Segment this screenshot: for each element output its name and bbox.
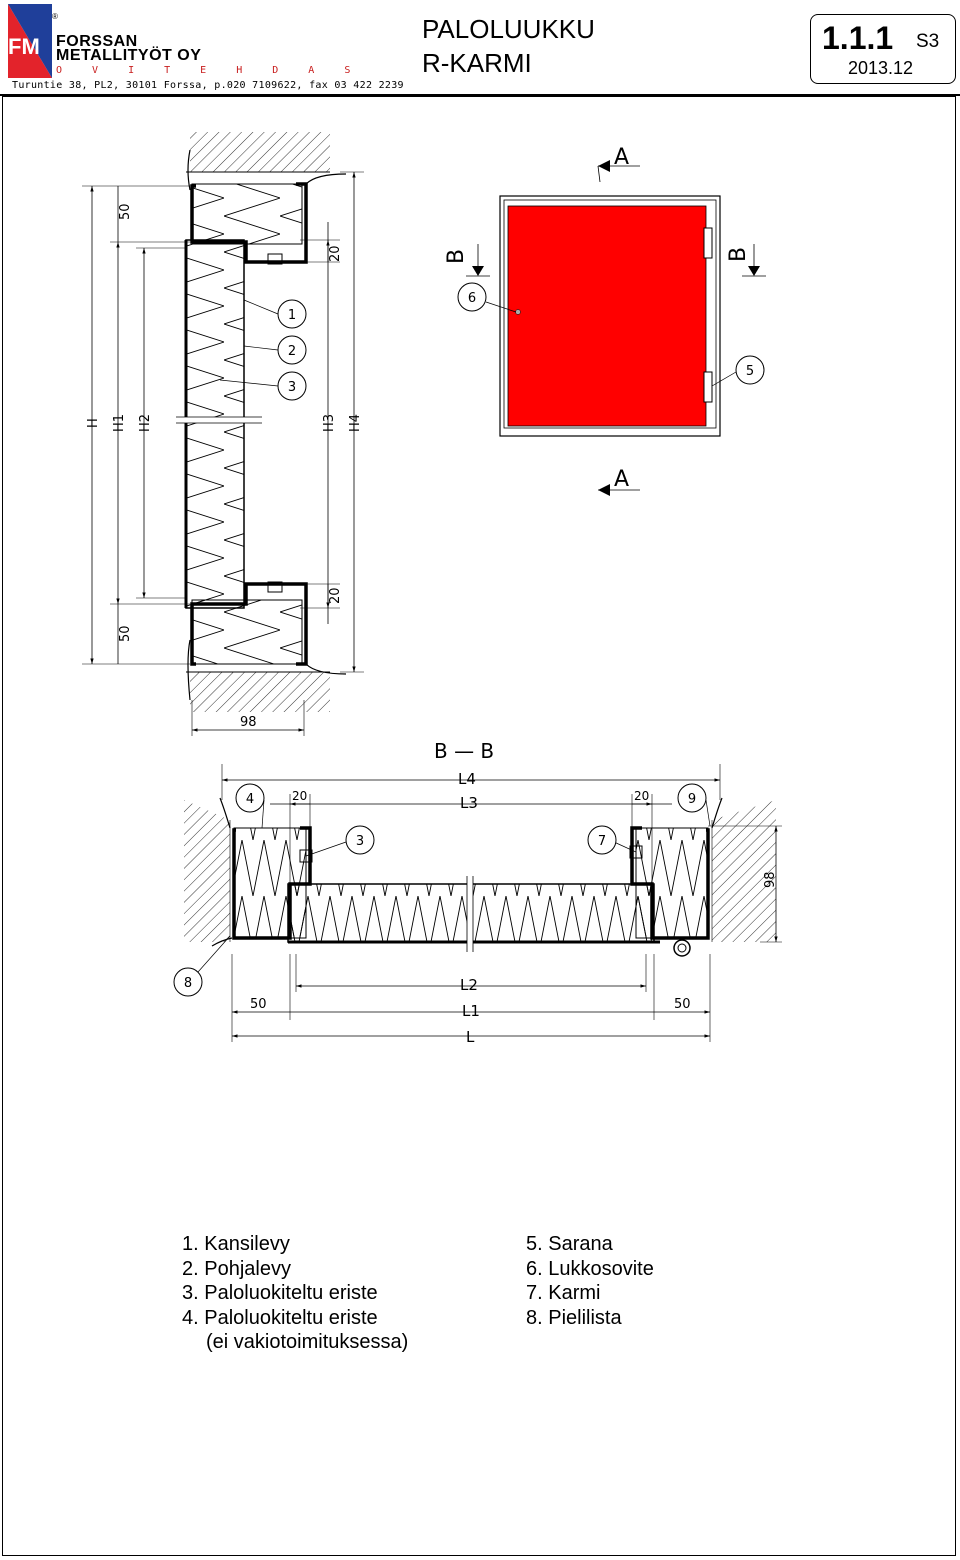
- callout-9: [678, 784, 706, 812]
- section-aa-view: [82, 132, 364, 736]
- callout-1: [278, 300, 306, 328]
- dim-H2: H2: [138, 413, 153, 432]
- title-line1: PALOLUUKKU: [422, 14, 595, 44]
- dim-L4: L4: [458, 770, 476, 788]
- dim-L: L: [466, 1028, 475, 1046]
- legend-item-4-note: (ei vakiotoimituksessa): [206, 1331, 409, 1353]
- legend-item-6: 6. Lukkosovite: [526, 1257, 654, 1280]
- dim-H1: H1: [112, 413, 127, 432]
- document-date: 2013.12: [848, 58, 914, 78]
- callout-4: [236, 784, 264, 812]
- top-frame-insulation: [192, 184, 302, 244]
- svg-text:3: 3: [287, 380, 297, 395]
- document-sheet: S3: [916, 31, 940, 52]
- svg-text:5: 5: [745, 364, 755, 379]
- lock-point: [516, 310, 521, 315]
- section-marker-a-bottom: A: [614, 467, 630, 492]
- dim-left-50: 50: [250, 997, 267, 1012]
- dim-H4: H4: [348, 413, 363, 432]
- dim-left-20: 20: [292, 789, 308, 803]
- dim-width-98: 98: [240, 715, 257, 730]
- company-name-line1: FORSSAN: [56, 33, 138, 50]
- svg-text:4: 4: [245, 792, 255, 807]
- legend-item-3: 3. Paloluokiteltu eriste: [182, 1282, 378, 1304]
- hinge-bottom: [704, 372, 712, 402]
- wall-top-hatch: [190, 132, 330, 172]
- callout-2: [278, 336, 306, 364]
- svg-text:6: 6: [467, 291, 477, 306]
- svg-text:1: 1: [287, 308, 297, 323]
- dim-L3: L3: [460, 794, 478, 812]
- legend-item-1: 1. Kansilevy: [182, 1233, 290, 1255]
- legend-item-2: 2. Pohjalevy: [182, 1257, 291, 1280]
- legend-item-5: 5. Sarana: [526, 1233, 613, 1255]
- section-marker-b-left: B: [444, 248, 469, 264]
- svg-text:2: 2: [287, 344, 297, 359]
- section-bb-title: B — B: [434, 739, 495, 763]
- svg-text:9: 9: [687, 792, 697, 807]
- dim-bottom-50: 50: [118, 625, 133, 642]
- section-marker-b-right: B: [726, 246, 751, 262]
- company-name-line2: METALLITYÖT OY: [56, 47, 202, 64]
- front-view: [444, 145, 766, 496]
- dim-top-50: 50: [118, 203, 133, 220]
- dim-top-20: 20: [328, 245, 343, 262]
- hinge-top: [704, 228, 712, 258]
- svg-text:7: 7: [597, 834, 607, 849]
- legend-left: [182, 1232, 408, 1355]
- dim-right-50: 50: [674, 997, 691, 1012]
- dim-depth-98: 98: [763, 871, 778, 888]
- legend-item-8: 8. Pielilista: [526, 1306, 622, 1329]
- title-line2: R-KARMI: [422, 48, 532, 78]
- registered-mark: ®: [52, 12, 58, 21]
- dim-L2: L2: [460, 976, 478, 994]
- dim-right-20: 20: [634, 789, 650, 803]
- callout-8: [174, 968, 202, 996]
- svg-text:8: 8: [183, 976, 193, 991]
- door-panel: [508, 206, 706, 426]
- legend-right: [526, 1232, 654, 1330]
- door-leaf-section: [186, 240, 244, 608]
- callout-3-horizontal: [346, 826, 374, 854]
- company-subtitle: O V I T E H D A S: [56, 65, 363, 76]
- callout-5: [736, 356, 764, 384]
- section-marker-a-top: A: [614, 145, 630, 170]
- wall-left-hatch: [184, 800, 230, 942]
- dim-H: H: [86, 418, 101, 428]
- dim-H3: H3: [322, 413, 337, 432]
- wall-right-hatch: [712, 800, 776, 942]
- callout-6: [458, 283, 486, 311]
- callout-7: [588, 826, 616, 854]
- logo-letters: FM: [8, 34, 40, 59]
- dim-bottom-20: 20: [328, 587, 343, 604]
- dim-L1: L1: [462, 1002, 480, 1020]
- callout-3-vertical: [278, 372, 306, 400]
- bottom-frame-insulation: [192, 600, 302, 664]
- section-bb-view: [174, 739, 782, 1046]
- document-number: 1.1.1: [822, 20, 894, 56]
- legend-item-4: 4. Paloluokiteltu eriste: [182, 1306, 378, 1329]
- company-address: Turuntie 38, PL2, 30101 Forssa, p.020 7109622, fax 03 422 2239: [12, 80, 404, 91]
- legend-item-7: 7. Karmi: [526, 1282, 601, 1304]
- svg-text:3: 3: [355, 834, 365, 849]
- wall-bottom-hatch: [190, 672, 330, 712]
